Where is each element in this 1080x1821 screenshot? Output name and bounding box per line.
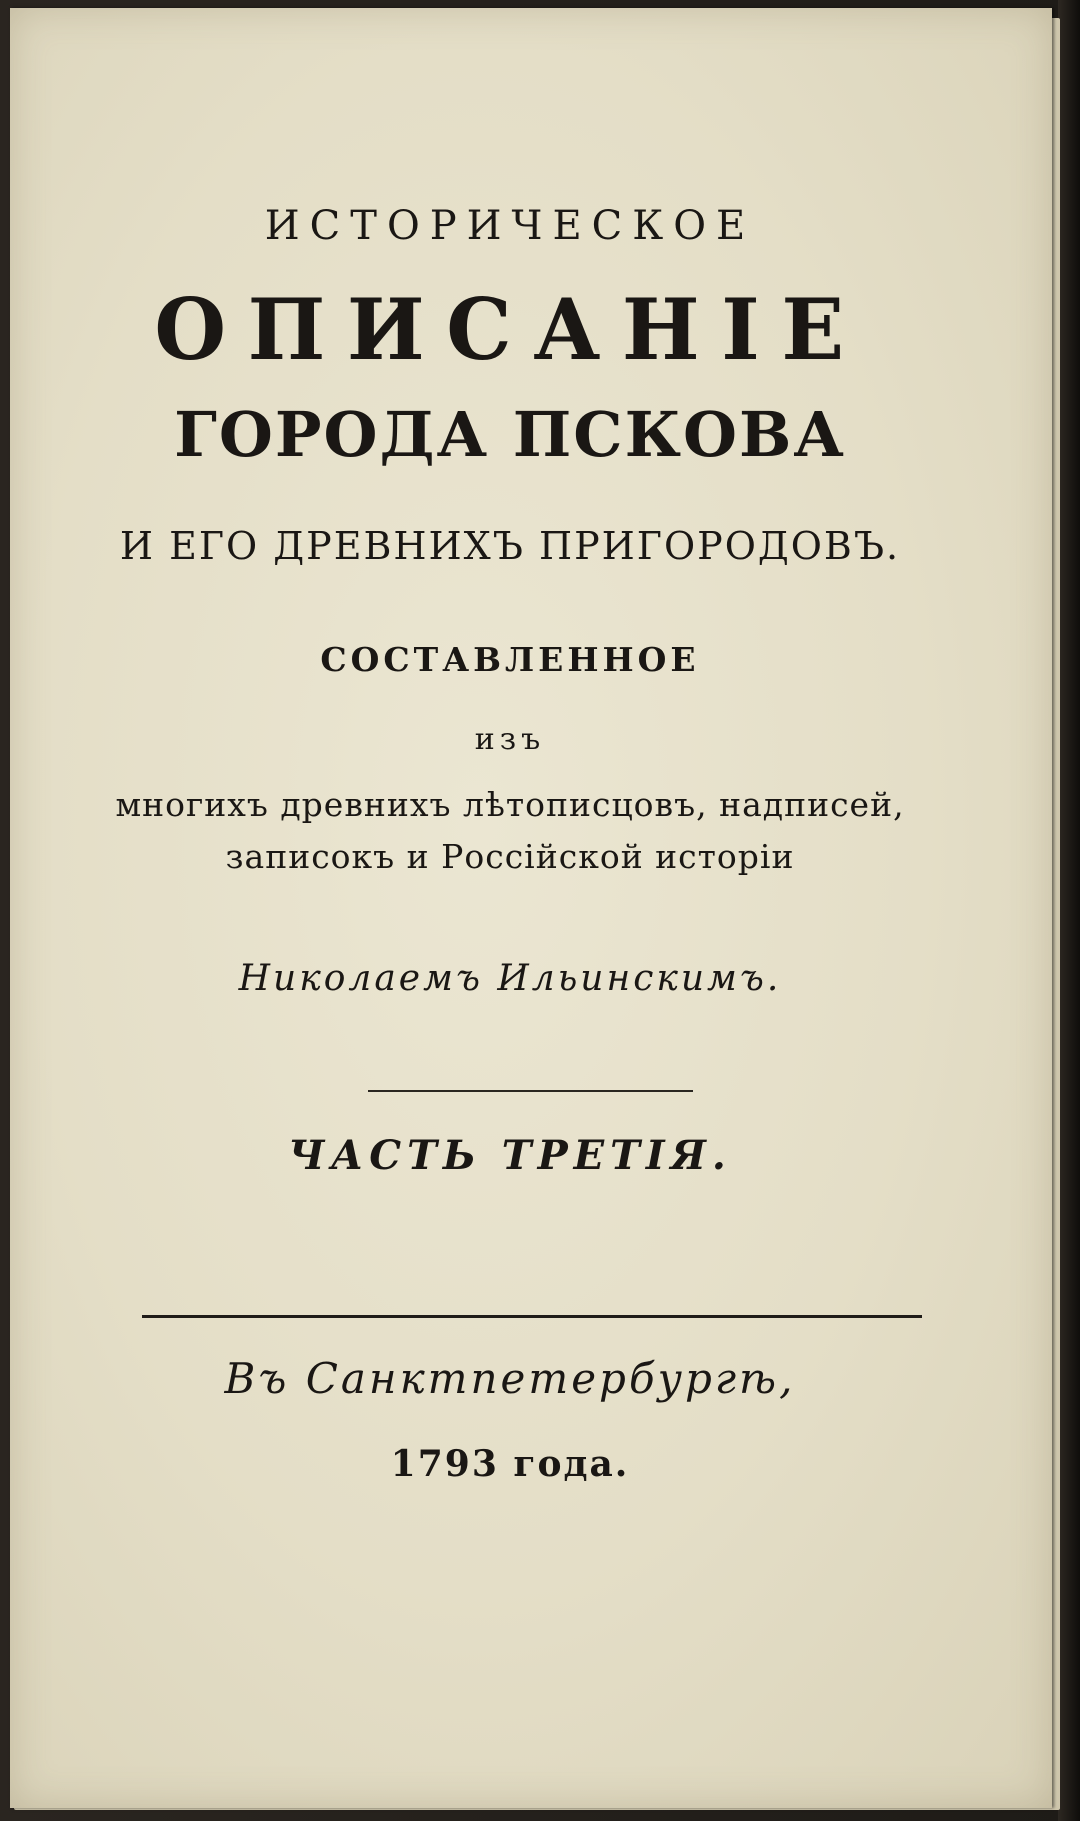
subtitle-suburbs: И ЕГО ДРЕВНИХЪ ПРИГОРОДОВЪ.	[119, 524, 901, 568]
heading-historical: ИСТОРИЧЕСКОЕ	[264, 203, 756, 249]
sources-line-1: многихъ древнихъ лѣтописцовъ, надписей,	[115, 785, 905, 824]
divider-short	[368, 1090, 693, 1092]
composed-label: СОСТАВЛЕННОЕ	[320, 640, 700, 679]
sources-line-2: записокъ и Россійской исторіи	[225, 837, 795, 876]
book-edge	[1058, 0, 1080, 1821]
from-label: изъ	[474, 722, 546, 757]
heading-description: ОПИСАНІЕ	[154, 280, 866, 379]
divider-long	[142, 1315, 922, 1318]
publication-place: Въ Санктпетербургѣ,	[224, 1354, 796, 1403]
author-name: Николаемъ Ильинскимъ.	[238, 958, 782, 999]
heading-city: ГОРОДА ПСКОВА	[174, 398, 846, 471]
title-page	[10, 8, 1052, 1808]
part-label: ЧАСТЬ ТРЕТІЯ.	[288, 1132, 732, 1179]
publication-year: 1793 года.	[390, 1443, 630, 1485]
